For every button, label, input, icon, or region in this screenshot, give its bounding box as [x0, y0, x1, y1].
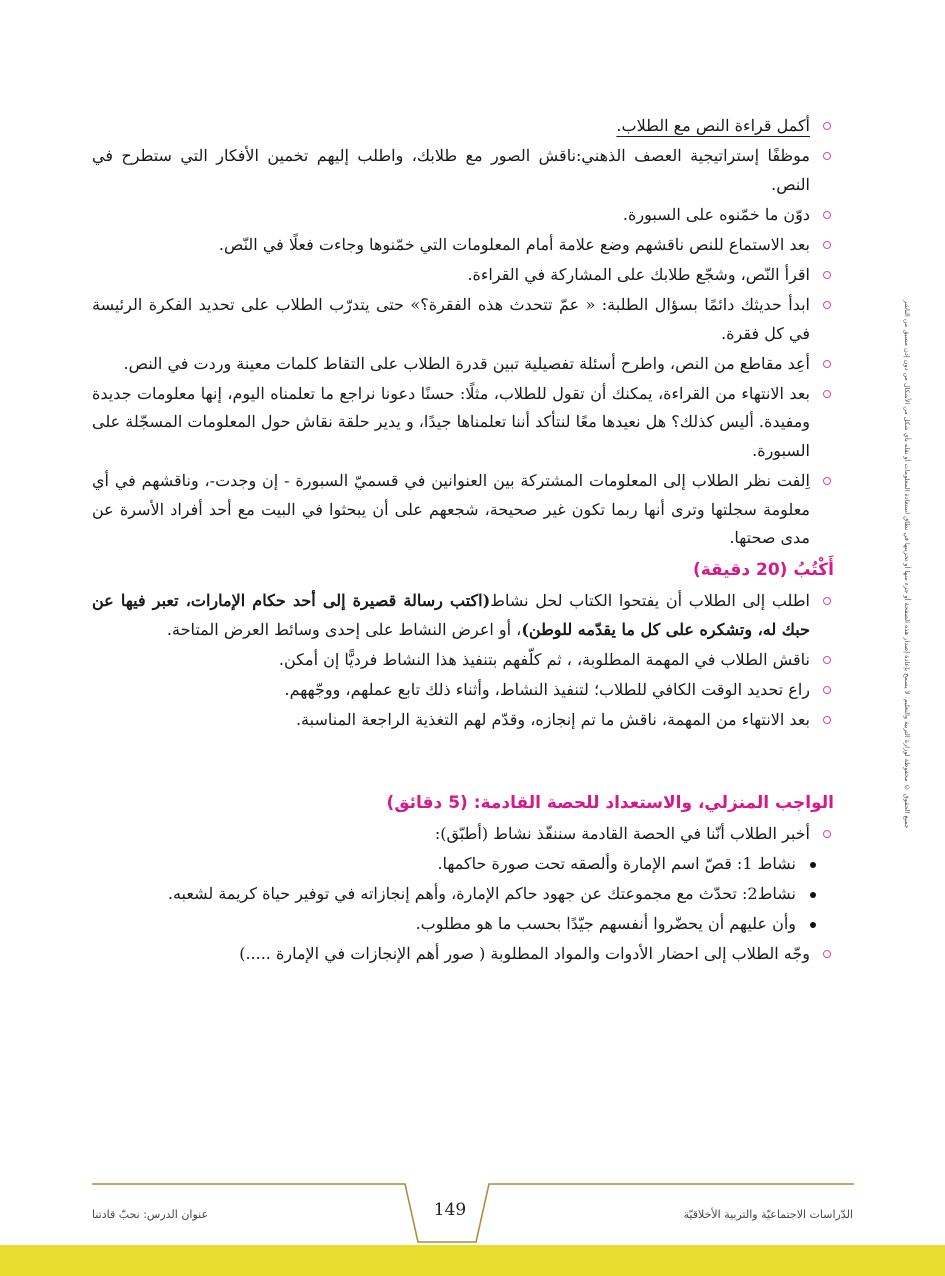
list-item: ناقش الطلاب في المهمة المطلوبة، ، ثم كلّفهم بتنفيذ هذا النشاط فرديًّا إن أمكن. [92, 646, 834, 675]
activity-prompt: (اكتب رسالة قصيرة إلى أحد حكام الإمارات، تعبر فيها عن حبك له، وتشكره على كل ما يقدّمه للوطن) [92, 590, 810, 639]
sub-list-item: نشاط2: تحدّث مع مجموعتك عن جهود حاكم الإمارة، وأهم إنجازاته في توفير حياة كريمة لشعبه. [92, 880, 834, 909]
list-item: أعِد مقاطع من النص، واطرح أسئلة تفصيلية تبين قدرة الطلاب على التقاط كلمات معينة وردت في النص. [92, 350, 834, 379]
sub-list-item: نشاط 1: قصّ اسم الإمارة وألصقه تحت صورة حاكمها. [92, 850, 834, 879]
list-item: ابدأ حديثك دائمًا بسؤال الطلبة: « عمّ تتحدث هذه الفقرة؟» حتى يتدرّب الطلاب على تحديد الفكرة الرئيسة في كل فقرة. [92, 291, 834, 348]
list-item: بعد الانتهاء من المهمة، ناقش ما تم إنجازه، وقدّم لهم التغذية الراجعة المناسبة. [92, 706, 834, 735]
page-content [92, 112, 834, 970]
list-item: اقرأ النّص، وشجّع طلابك على المشاركة في القراءة. [92, 261, 834, 290]
bullet-circle-icon [823, 830, 831, 838]
bullet-dot-icon [810, 892, 816, 898]
subject-title: الدّراسات الاجتماعيّة والتربية الأخلاقيّة [683, 1208, 853, 1221]
bullet-circle-icon [823, 390, 831, 398]
footer-band [0, 1245, 945, 1276]
list-item: بعد الاستماع للنص ناقشهم وضع علامة أمام المعلومات التي خمّنوها وجاءت فعلًا في النّص. [92, 231, 834, 260]
bullet-circle-icon [823, 686, 831, 694]
bullet-circle-icon [823, 656, 831, 664]
list-item: أكمل قراءة النص مع الطلاب. [92, 112, 834, 141]
list-item: وجّه الطلاب إلى احضار الأدوات والمواد المطلوبة ( صور أهم الإنجازات في الإمارة .....) [92, 940, 834, 969]
bullet-circle-icon [823, 360, 831, 368]
lesson-title: عنوان الدرس: نحبّ قادتنا [92, 1208, 209, 1221]
copyright-side-note: جميع الحقوق © محفوظة لوزارة التربية والتعليم. لا يسمح بإعادة إصدار هذه الصفحة أو جزء منها أو تخزينها في نطاق استعادة المعلومات أو نقله بأي شكل من الأشكال من دون إذن مسبق من الناشر [903, 300, 911, 829]
activity-steps-list [92, 112, 834, 553]
list-item: راع تحديد الوقت الكافي للطلاب؛ لتنفيذ النشاط، وأثناء ذلك تابع عملهم، ووجّههم. [92, 676, 834, 705]
list-item: اِلفت نظر الطلاب إلى المعلومات المشتركة بين العنوانين في قسميّ السبورة - إن وجدت-، وناقشهم في أي معلومة سجلتها وترى أنها ربما تكون غير صحيحة، شجعهم على أن يبحثوا في البيت مع أحد أفراد الأسرة عن مدى صحتها. [92, 467, 834, 553]
bullet-circle-icon [823, 597, 831, 605]
list-item: اطلب إلى الطلاب أن يفتحوا الكتاب لحل نشاط(اكتب رسالة قصيرة إلى أحد حكام الإمارات، تعبر فيها عن حبك له، وتشكره على كل ما يقدّمه للوطن)، أو اعرض النشاط على إحدى وسائط العرض المتاحة. [92, 587, 834, 644]
list-item: موظفًا إستراتيجية العصف الذهني:ناقش الصور مع طلابك، واطلب إليهم تخمين الأفكار التي ستطرح في النص. [92, 142, 834, 199]
bullet-circle-icon [823, 301, 831, 309]
bullet-circle-icon [823, 241, 831, 249]
bullet-circle-icon [823, 716, 831, 724]
bullet-circle-icon [823, 477, 831, 485]
homework-section-heading: الواجب المنزلي، والاستعداد للحصة القادمة: (5 دقائق) [386, 792, 834, 813]
bullet-circle-icon [823, 211, 831, 219]
page-number: 149 [433, 1200, 467, 1220]
bullet-circle-icon [823, 950, 831, 958]
write-steps-list [92, 587, 834, 734]
bullet-dot-icon [810, 862, 816, 868]
sub-list-item: وأن عليهم أن يحضّروا أنفسهم جيّدًا بحسب ما هو مطلوب. [92, 910, 834, 939]
bullet-circle-icon [823, 122, 831, 130]
homework-list [92, 820, 834, 969]
list-item: بعد الانتهاء من القراءة، يمكنك أن تقول للطلاب، مثلًا: حسنًا دعونا نراجع ما تعلمناه اليوم، إنها معلومات جديدة ومفيدة. أليس كذلك؟ هل نعيدها معًا لنتأكد أننا تعلمناها جيدًا، و يدير حلقة نقاش حول المعلومات المسجّلة على السبورة. [92, 380, 834, 466]
bullet-dot-icon [810, 922, 816, 928]
bullet-circle-icon [823, 271, 831, 279]
list-item: دوّن ما خمّنوه على السبورة. [92, 201, 834, 230]
bullet-circle-icon [823, 152, 831, 160]
list-item: أخبر الطلاب أنّنا في الحصة القادمة سننفّذ نشاط (أطبّق): [92, 820, 834, 849]
write-section-heading: أَكْتُبُ (20 دقيقة) [692, 559, 834, 580]
